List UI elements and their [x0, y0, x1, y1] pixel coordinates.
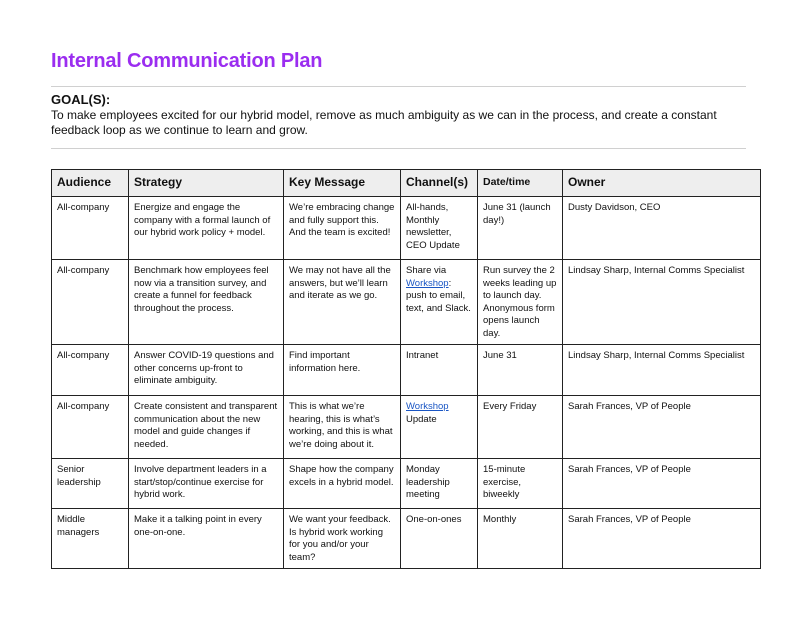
channel-text: Intranet [406, 350, 439, 361]
cell-key-message: Shape how the company excels in a hybrid model. [284, 459, 401, 509]
table-row [52, 509, 761, 569]
workshop-link[interactable]: Workshop [406, 401, 449, 412]
cell-channel [401, 459, 478, 509]
header-channels: Channel(s) [401, 170, 478, 197]
header-audience: Audience [52, 170, 129, 197]
cell-strategy: Benchmark how employees feel now via a transition survey, and create a funnel for feedback throughout the process. [129, 260, 284, 345]
channel-text-after: Update [406, 413, 437, 425]
workshop-link[interactable]: Workshop [406, 277, 449, 289]
cell-strategy: Involve department leaders in a start/stop/continue exercise for hybrid work. [129, 459, 284, 509]
header-owner: Owner [563, 170, 761, 197]
cell-key-message: This is what we’re hearing, this is what’s working, and this is what we’re doing about it. [284, 396, 401, 459]
header-strategy: Strategy [129, 170, 284, 197]
table-header-row [52, 170, 761, 197]
cell-key-message: Find important information here. [284, 345, 401, 396]
cell-strategy: Energize and engage the company with a formal launch of our hybrid work policy + model. [129, 197, 284, 260]
cell-key-message: We may not have all the answers, but we’ll learn and iterate as we go. [284, 260, 401, 345]
channel-text: Monday leadership meeting [406, 464, 450, 500]
table-row [52, 197, 761, 260]
cell-owner: Sarah Frances, VP of People [563, 459, 761, 509]
cell-owner: Dusty Davidson, CEO [563, 197, 761, 260]
cell-channel [401, 396, 478, 459]
cell-key-message: We’re embracing change and fully support this. And the team is excited! [284, 197, 401, 260]
cell-channel [401, 260, 478, 345]
cell-key-message: We want your feedback. Is hybrid work working for you and/or your team? [284, 509, 401, 569]
cell-channel [401, 197, 478, 260]
cell-date: 15-minute exercise, biweekly [478, 459, 563, 509]
cell-date: Monthly [478, 509, 563, 569]
goal-heading: GOAL(S): [51, 92, 111, 107]
cell-date: Run survey the 2 weeks leading up to launch day. Anonymous form opens launch day. [478, 260, 563, 345]
cell-owner: Lindsay Sharp, Internal Comms Specialist [563, 260, 761, 345]
document-title: Internal Communication Plan [51, 50, 323, 72]
channel-text: One-on-ones [406, 514, 462, 525]
cell-audience: Senior leadership [52, 459, 129, 509]
cell-owner: Sarah Frances, VP of People [563, 509, 761, 569]
divider-top [51, 86, 746, 87]
communication-plan-table [51, 169, 761, 569]
cell-strategy: Make it a talking point in every one-on-one. [129, 509, 284, 569]
cell-strategy: Create consistent and transparent communication about the new model and guide changes if needed. [129, 396, 284, 459]
cell-audience: All-company [52, 260, 129, 345]
cell-date: June 31 [478, 345, 563, 396]
header-date-time: Date/time [478, 170, 563, 197]
cell-audience: All-company [52, 197, 129, 260]
table-row [52, 396, 761, 459]
cell-date: Every Friday [478, 396, 563, 459]
channel-text-after: : push to email, text, and Slack. [406, 277, 471, 314]
channel-text: All-hands, Monthly newsletter, CEO Update [406, 202, 460, 251]
cell-audience: All-company [52, 396, 129, 459]
channel-text: Share via [406, 265, 447, 276]
cell-strategy: Answer COVID-19 questions and other concerns up-front to eliminate ambiguity. [129, 345, 284, 396]
cell-channel [401, 345, 478, 396]
cell-audience: All-company [52, 345, 129, 396]
goal-text: To make employees excited for our hybrid model, remove as much ambiguity as we can in the process, and create a constant feedback loop as we continue to learn and grow. [51, 108, 717, 137]
divider-bottom [51, 148, 746, 149]
cell-channel [401, 509, 478, 569]
table-row [52, 459, 761, 509]
cell-owner: Lindsay Sharp, Internal Comms Specialist [563, 345, 761, 396]
cell-audience: Middle managers [52, 509, 129, 569]
table-row [52, 260, 761, 345]
cell-owner: Sarah Frances, VP of People [563, 396, 761, 459]
header-key-message: Key Message [284, 170, 401, 197]
table-row [52, 345, 761, 396]
cell-date: June 31 (launch day!) [478, 197, 563, 260]
